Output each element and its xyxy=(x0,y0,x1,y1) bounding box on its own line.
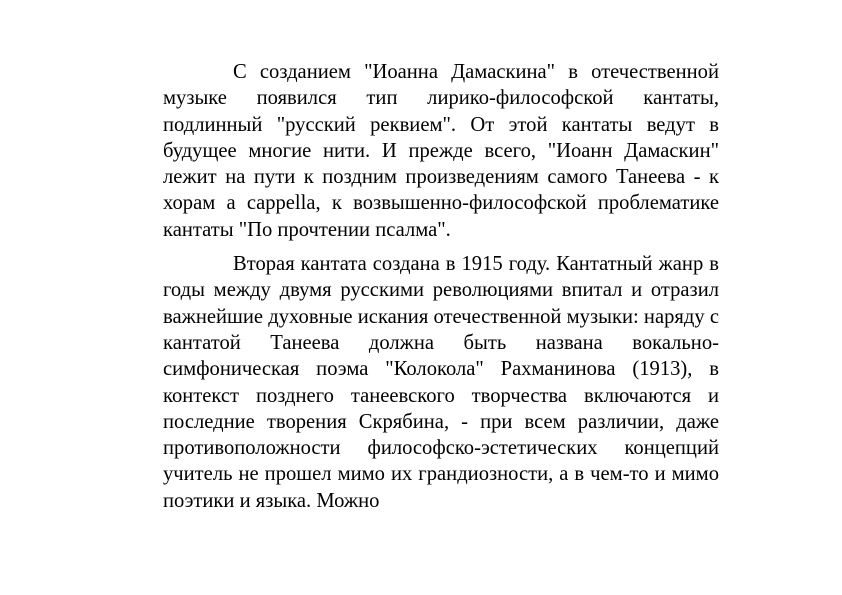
paragraph-2: Вторая кантата создана в 1915 году. Кантатный жанр в годы между двумя русскими революциями впитал и отразил важнейшие духовные искания отечественной музыки: наряду с кантатой Танеева должна быть названа вокально-симфоническая поэма "Колокола" Рахманинова (1913), в контекст позднего танеевского творчества включаются и последние творения Скрябина, - при всем различии, даже противоположности философско-эстетических концепций учитель не прошел мимо их грандиозности, а в чем-то и мимо поэтики и языка. Можно xyxy=(163,253,719,512)
paragraph-1: С созданием "Иоанна Дамаскина" в отечественной музыке появился тип лирико-философской кантаты, подлинный "русский реквием". От этой кантаты ведут в будущее многие нити. И прежде всего, "Иоанн Дамаскин" лежит на пути к поздним произведениям самого Танеева - к хорам a cappella, к возвышенно-философской проблематике кантаты "По прочтении псалма". xyxy=(163,61,719,241)
document-text-block xyxy=(163,59,719,514)
